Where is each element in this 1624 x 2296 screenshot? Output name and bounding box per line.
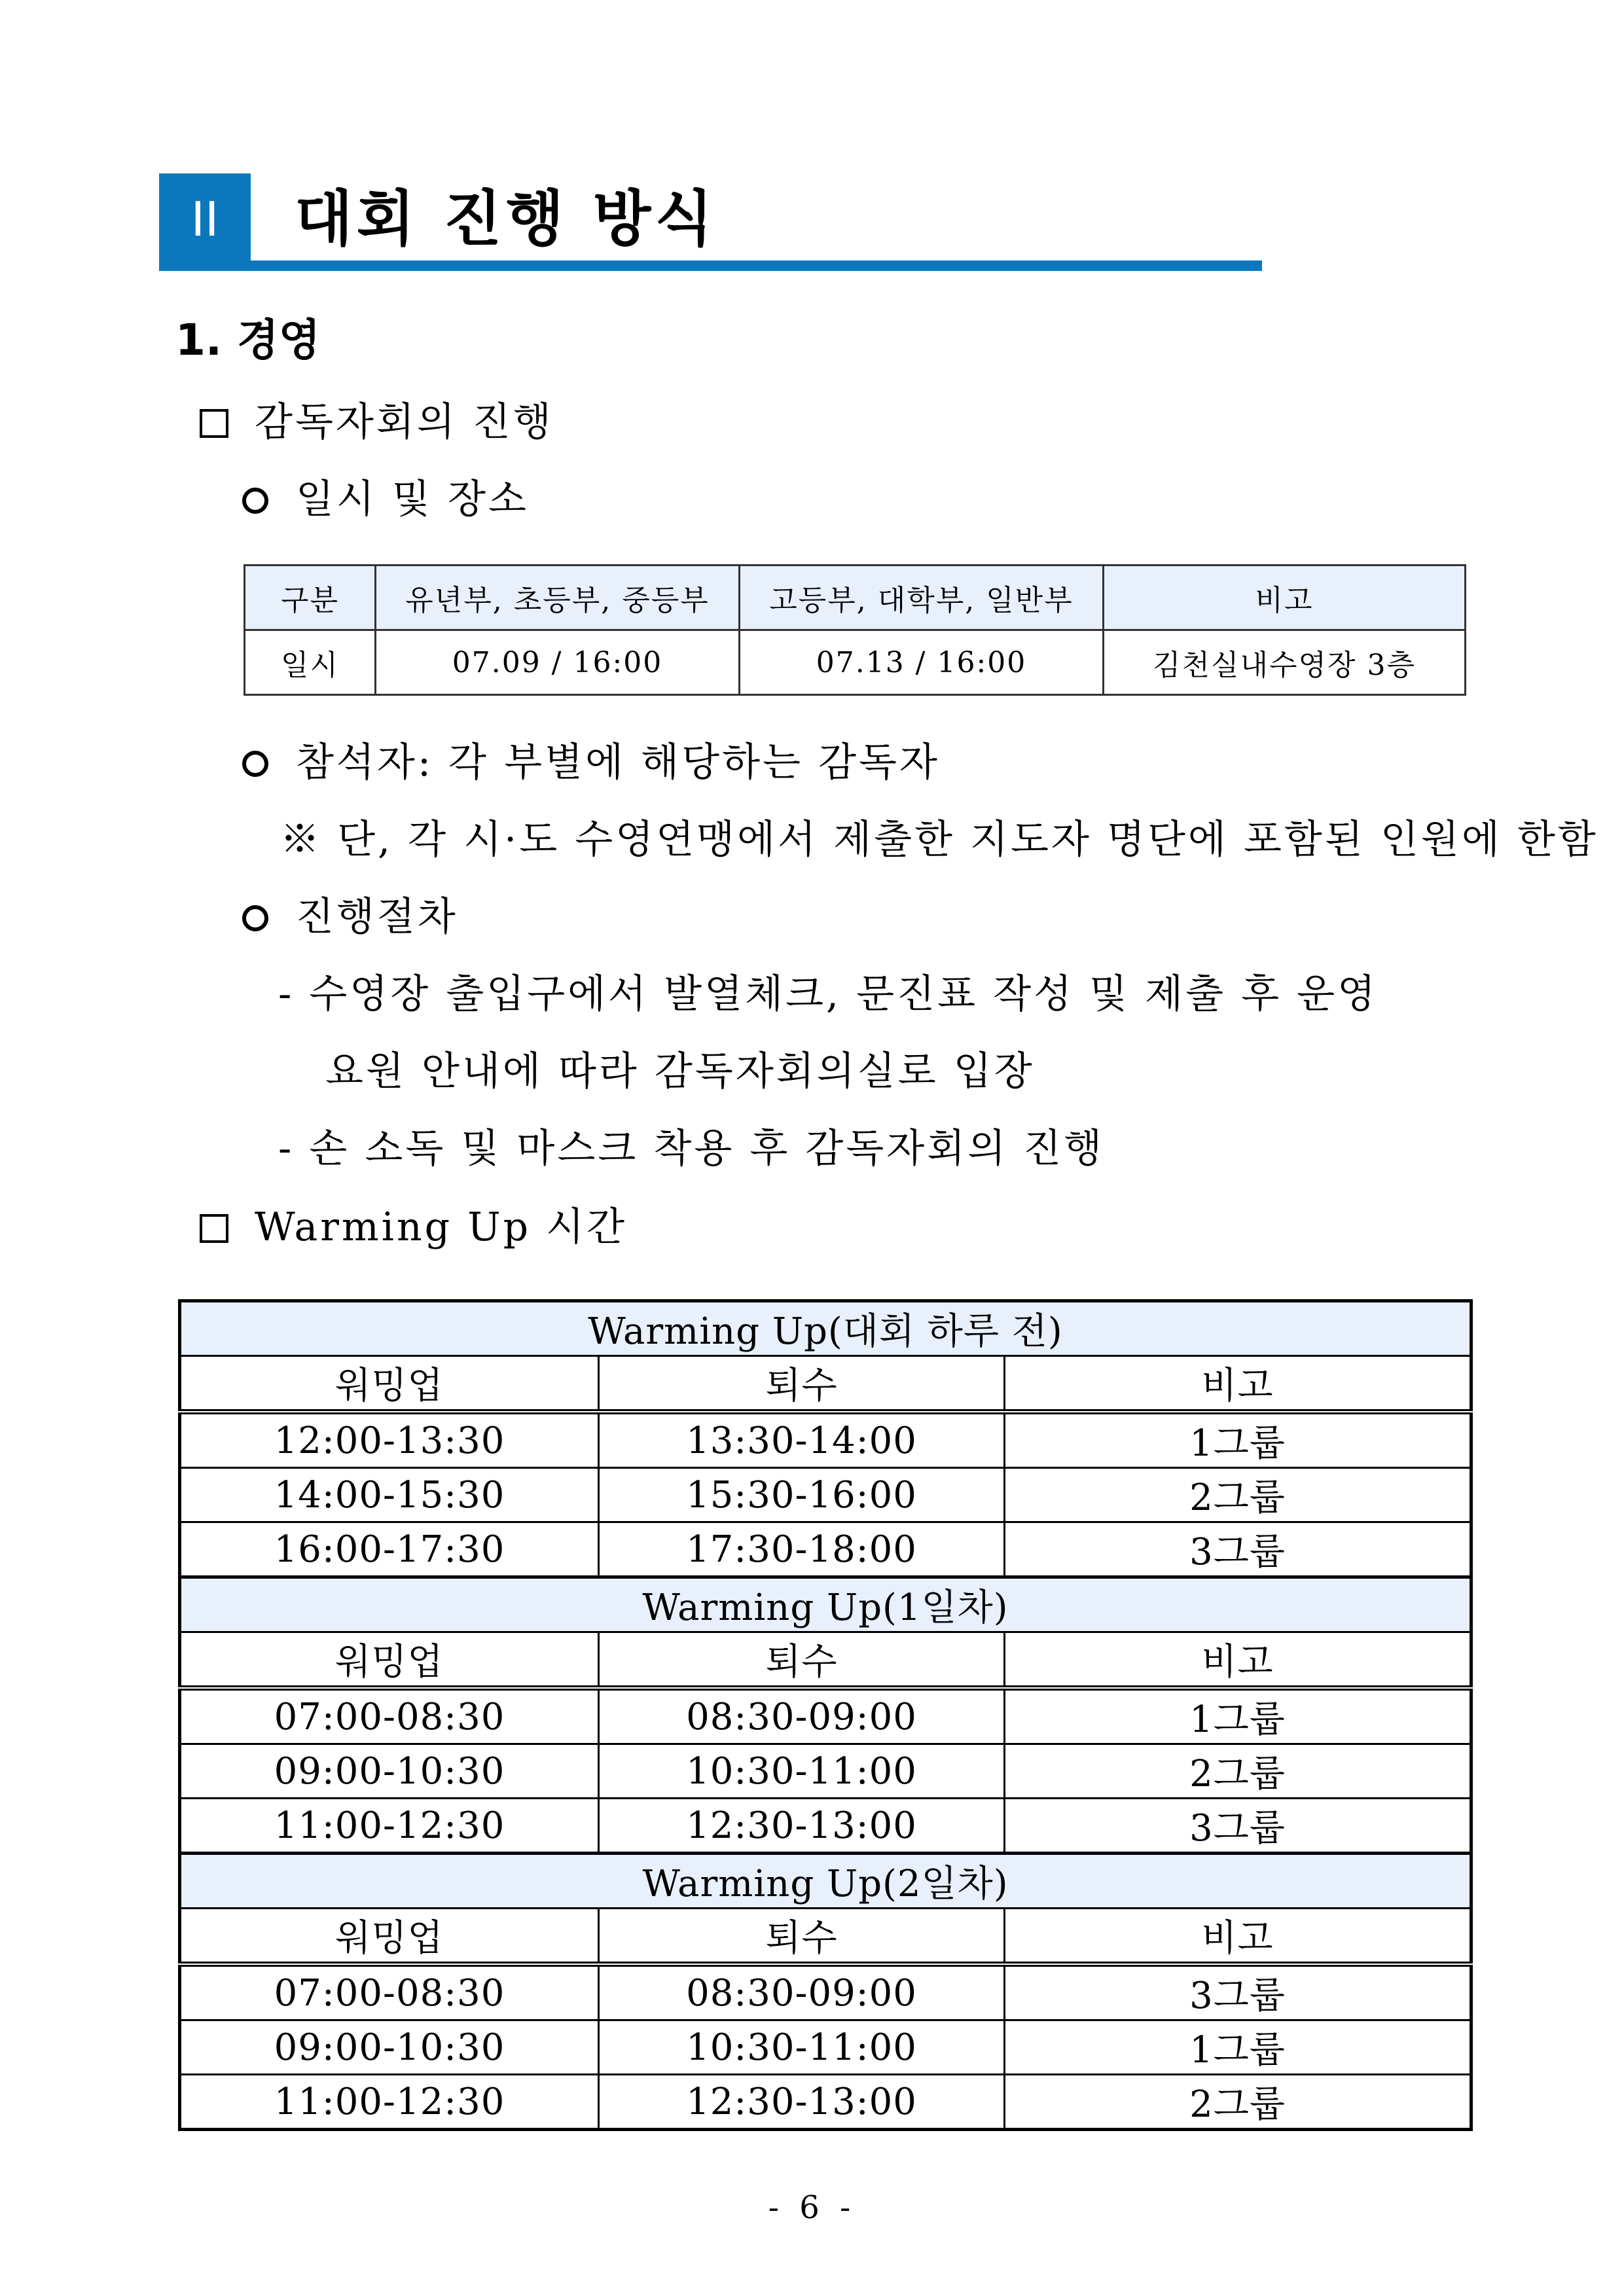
venue-cell: 07.09 / 16:00 — [376, 630, 740, 695]
warmup-column-header: 퇴수 — [599, 1356, 1005, 1412]
warmup-cell: 1그룹 — [1005, 1688, 1471, 1744]
table-row — [180, 1468, 1471, 1522]
table-row — [180, 1744, 1471, 1799]
procedure-step-1: - 수영장 출입구에서 발열체크, 문진표 작성 및 제출 후 운영 — [278, 971, 1379, 1017]
warmup-cell: 1그룹 — [1005, 1412, 1471, 1468]
circle-bullet-icon — [242, 905, 268, 931]
table-row — [180, 1799, 1471, 1854]
circle-bullet-icon — [242, 751, 268, 777]
section-rule — [159, 260, 1262, 271]
warmup-cell: 2그룹 — [1005, 2075, 1471, 2130]
warmup-cell: 3그룹 — [1005, 1799, 1471, 1854]
table-row — [180, 2075, 1471, 2130]
warmup-section-title: Warming Up(2일차) — [180, 1854, 1471, 1909]
bullet-meeting-text: 감독자회의 진행 — [255, 399, 554, 445]
warmup-cell: 08:30-09:00 — [599, 1964, 1005, 2020]
venue-cell: 07.13 / 16:00 — [740, 630, 1104, 695]
table-row — [180, 1522, 1471, 1577]
warmup-cell: 11:00-12:30 — [180, 1799, 599, 1854]
warmup-cell: 1그룹 — [1005, 2020, 1471, 2075]
table-row — [180, 2020, 1471, 2075]
section-number-badge: II — [159, 173, 251, 265]
circle-item-procedure-text: 진행절차 — [296, 894, 458, 940]
square-bullet-icon — [200, 1214, 228, 1243]
venue-cell: 일시 — [245, 630, 376, 695]
square-bullet-icon — [200, 409, 228, 438]
warmup-cell: 14:00-15:30 — [180, 1468, 599, 1522]
bullet-meeting — [200, 393, 554, 452]
circle-item-datetime — [242, 470, 529, 529]
warmup-cell: 3그룹 — [1005, 1522, 1471, 1577]
warmup-cell: 10:30-11:00 — [599, 1744, 1005, 1799]
warmup-column-header: 비고 — [1005, 1356, 1471, 1412]
warmup-cell: 2그룹 — [1005, 1744, 1471, 1799]
warmup-section-title: Warming Up(1일차) — [180, 1577, 1471, 1632]
warmup-cell: 09:00-10:30 — [180, 1744, 599, 1799]
circle-bullet-icon — [242, 488, 268, 514]
warmup-cell: 07:00-08:30 — [180, 1688, 599, 1744]
warmup-cell: 13:30-14:00 — [599, 1412, 1005, 1468]
warmup-cell: 10:30-11:00 — [599, 2020, 1005, 2075]
bullet-warmup-text: Warming Up 시간 — [255, 1204, 628, 1250]
warmup-cell: 15:30-16:00 — [599, 1468, 1005, 1522]
table-row — [180, 1964, 1471, 2020]
warmup-cell: 12:30-13:00 — [599, 1799, 1005, 1854]
warmup-cell: 12:00-13:30 — [180, 1412, 599, 1468]
warmup-cell: 16:00-17:30 — [180, 1522, 599, 1577]
warmup-cell: 07:00-08:30 — [180, 1964, 599, 2020]
subsection-heading: 1. 경영 — [175, 315, 321, 365]
attendee-note: ※ 단, 각 시·도 수영연맹에서 제출한 지도자 명단에 포함된 인원에 한함 — [280, 817, 1598, 863]
table-row — [180, 1688, 1471, 1744]
warmup-cell: 17:30-18:00 — [599, 1522, 1005, 1577]
venue-header-cell: 고등부, 대학부, 일반부 — [740, 565, 1104, 630]
circle-item-attendees-text: 참석자: 각 부별에 해당하는 감독자 — [296, 740, 940, 785]
warmup-cell: 2그룹 — [1005, 1468, 1471, 1522]
section-title: 대회 진행 방식 — [295, 184, 717, 254]
venue-header-cell: 유년부, 초등부, 중등부 — [376, 565, 740, 630]
warmup-column-header: 워밍업 — [180, 1909, 599, 1965]
procedure-step-2: - 손 소독 및 마스크 착용 후 감독자회의 진행 — [278, 1126, 1105, 1172]
warmup-cell: 08:30-09:00 — [599, 1688, 1005, 1744]
venue-cell: 김천실내수영장 3층 — [1104, 630, 1466, 695]
page-number: - 6 - — [768, 2189, 856, 2226]
warmup-cell: 12:30-13:00 — [599, 2075, 1005, 2130]
venue-header-cell: 구분 — [245, 565, 376, 630]
warmup-column-header: 퇴수 — [599, 1632, 1005, 1689]
venue-header-cell: 비고 — [1104, 565, 1466, 630]
warmup-table — [178, 1299, 1473, 2131]
warmup-cell: 3그룹 — [1005, 1964, 1471, 2020]
bullet-warmup — [200, 1198, 627, 1257]
venue-table — [244, 564, 1466, 696]
procedure-step-1-continued: 요원 안내에 따라 감독자회의실로 입장 — [325, 1049, 1035, 1094]
warmup-cell: 09:00-10:30 — [180, 2020, 599, 2075]
table-row — [180, 1412, 1471, 1468]
circle-item-datetime-text: 일시 및 장소 — [296, 476, 529, 522]
circle-item-procedure — [242, 888, 458, 946]
warmup-column-header: 비고 — [1005, 1909, 1471, 1965]
warmup-column-header: 비고 — [1005, 1632, 1471, 1689]
warmup-cell: 11:00-12:30 — [180, 2075, 599, 2130]
warmup-column-header: 퇴수 — [599, 1909, 1005, 1965]
warmup-column-header: 워밍업 — [180, 1356, 599, 1412]
warmup-column-header: 워밍업 — [180, 1632, 599, 1689]
warmup-section-title: Warming Up(대회 하루 전) — [180, 1301, 1471, 1356]
circle-item-attendees — [242, 733, 940, 792]
